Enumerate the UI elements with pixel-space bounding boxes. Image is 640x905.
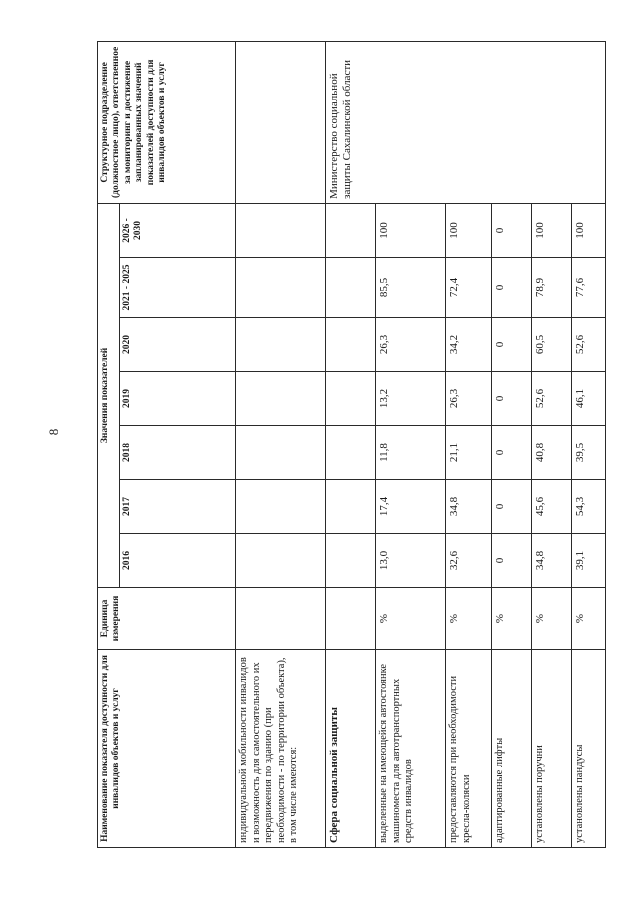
page-number: 8 xyxy=(46,428,61,436)
row-responsible xyxy=(236,41,326,203)
row-name: адаптированные лифты xyxy=(492,650,532,848)
header-year: 2017 xyxy=(120,480,236,534)
row-unit xyxy=(236,588,326,650)
row-value xyxy=(326,258,376,318)
row-value: 39,5 xyxy=(572,426,606,480)
accessibility-indicators-table xyxy=(97,41,606,848)
section-title: Сфера социальной защиты xyxy=(326,650,376,848)
row-value: 40,8 xyxy=(532,426,572,480)
row-value: 72,4 xyxy=(446,258,492,318)
row-value: 0 xyxy=(492,426,532,480)
header-responsible: Структурное подразделение (должностное лицо), ответственное за мониторинг и достижение запланированных значений показателей доступности для инвалидов объектов и услуг xyxy=(98,41,236,203)
row-unit xyxy=(326,588,376,650)
row-value: 11,8 xyxy=(376,426,446,480)
header-name: Наименование показателя доступности для инвалидов объектов и услуг xyxy=(98,650,236,848)
header-year: 2021 - 2025 xyxy=(120,258,236,318)
row-value: 39,1 xyxy=(572,534,606,588)
row-value: 54,3 xyxy=(572,480,606,534)
row-value: 0 xyxy=(492,534,532,588)
row-value: 0 xyxy=(492,258,532,318)
row-value: 100 xyxy=(446,203,492,257)
header-year: 2026 - 2030 xyxy=(120,203,236,257)
row-value xyxy=(236,426,326,480)
row-responsible: Министерство социальной защиты Сахалинской области xyxy=(326,41,606,203)
row-value: 60,5 xyxy=(532,318,572,372)
row-name: выделенные на имеющейся автостоянке машиноместа для автотранспортных средств инвалидов xyxy=(376,650,446,848)
row-value xyxy=(236,203,326,257)
row-value: 13,0 xyxy=(376,534,446,588)
row-value: 34,8 xyxy=(532,534,572,588)
row-name: установлены поручни xyxy=(532,650,572,848)
row-value: 0 xyxy=(492,318,532,372)
row-value xyxy=(326,203,376,257)
row-value xyxy=(326,318,376,372)
row-value xyxy=(236,480,326,534)
rotated-table-container xyxy=(97,42,586,848)
row-value: 85,5 xyxy=(376,258,446,318)
row-value xyxy=(326,426,376,480)
row-value: 46,1 xyxy=(572,372,606,426)
row-value: 77,6 xyxy=(572,258,606,318)
row-value: 52,6 xyxy=(532,372,572,426)
table-row xyxy=(326,41,376,847)
row-name: индивидуальной мобильности инвалидов и возможность для самостоятельного их передвижения по зданию (при необходимости - по территории объекта), в том числе имеются: xyxy=(236,650,326,848)
header-unit: Единица измерения xyxy=(98,588,236,650)
row-unit: % xyxy=(532,588,572,650)
row-value xyxy=(326,480,376,534)
row-value: 0 xyxy=(492,372,532,426)
row-value: 34,2 xyxy=(446,318,492,372)
row-unit: % xyxy=(446,588,492,650)
header-year: 2020 xyxy=(120,318,236,372)
row-value: 45,6 xyxy=(532,480,572,534)
row-value xyxy=(236,534,326,588)
row-value xyxy=(236,258,326,318)
row-unit: % xyxy=(572,588,606,650)
row-value xyxy=(236,318,326,372)
header-year: 2019 xyxy=(120,372,236,426)
row-value: 13,2 xyxy=(376,372,446,426)
row-value: 21,1 xyxy=(446,426,492,480)
row-value: 100 xyxy=(532,203,572,257)
row-value: 0 xyxy=(492,203,532,257)
header-year: 2016 xyxy=(120,534,236,588)
row-value: 52,6 xyxy=(572,318,606,372)
row-value xyxy=(326,372,376,426)
row-value: 17,4 xyxy=(376,480,446,534)
row-value xyxy=(236,372,326,426)
row-value: 32,6 xyxy=(446,534,492,588)
row-unit: % xyxy=(376,588,446,650)
row-value: 100 xyxy=(376,203,446,257)
row-value: 78,9 xyxy=(532,258,572,318)
row-value: 0 xyxy=(492,480,532,534)
row-name: предоставляются при необходимости кресла-коляски xyxy=(446,650,492,848)
table-row xyxy=(236,41,326,847)
header-year: 2018 xyxy=(120,426,236,480)
row-value: 26,3 xyxy=(376,318,446,372)
row-unit: % xyxy=(492,588,532,650)
header-values-group: Значения показателей xyxy=(98,203,120,587)
row-value xyxy=(326,534,376,588)
row-value: 34,8 xyxy=(446,480,492,534)
row-name: установлены пандусы xyxy=(572,650,606,848)
row-value: 26,3 xyxy=(446,372,492,426)
row-value: 100 xyxy=(572,203,606,257)
